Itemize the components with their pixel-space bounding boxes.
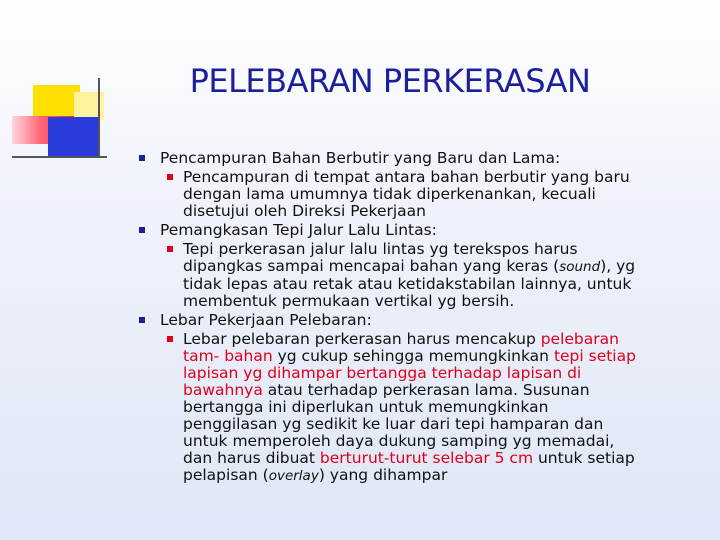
bullet-item-1 — [160, 150, 640, 167]
square-bullet-icon — [139, 317, 145, 323]
sub-bullet-item-2-text-b: ), yg tidak lepas atau retak atau ketidakstabilan lainnya, untuk membentuk permukaan vertikal yg bersih. — [183, 257, 636, 310]
square-bullet-icon — [139, 155, 145, 161]
square-bullet-icon — [139, 227, 145, 233]
bullet-item-2 — [160, 222, 640, 239]
slide-title: PELEBARAN PERKERASAN — [189, 62, 591, 100]
sub-bullet-item-1 — [183, 169, 640, 220]
sub-bullet-item-3-emphasis-2: tepi setiap lapisan yg dihampar bertangga terhadap lapisan di bawahnya — [183, 347, 636, 399]
sub-bullet-item-3-emphasis-1: pelebaran tam- bahan — [183, 330, 619, 365]
sub-bullet-item-2 — [183, 241, 640, 310]
decorative-horizontal-line — [12, 156, 107, 158]
sub-bullet-item-1-text: Pencampuran di tempat antara bahan berbutir yang baru dengan lama umumnya tidak diperkenankan, kecuali disetujui oleh Direksi Pekerjaan — [183, 168, 630, 220]
sub-bullet-item-3-text-4: untuk setiap pelapisan ( — [183, 449, 635, 484]
square-bullet-icon — [167, 336, 173, 342]
slide-body — [160, 150, 640, 485]
sub-bullet-item-2-italic: sound — [559, 259, 601, 275]
bullet-item-2-label: Pemangkasan Tepi Jalur Lalu Lintas: — [160, 221, 437, 239]
sub-bullet-item-3-text-1: Lebar pelebaran perkerasan harus mencakup — [183, 330, 541, 348]
sub-bullet-item-3-text-3: atau terhadap perkerasan lama. Susunan bertangga ini diperlukan untuk memungkinkan penggilasan yg sedikit ke luar dari tepi hamparan dan untuk memperoleh daya dukung samping yg memadai, dan harus dibuat — [183, 381, 615, 467]
sub-bullet-item-3 — [183, 331, 640, 485]
sub-bullet-item-3-text-2: yg cukup sehingga memungkinkan — [272, 347, 554, 365]
square-bullet-icon — [167, 246, 173, 252]
decorative-blue-square — [48, 117, 98, 157]
sub-bullet-item-3-emphasis-3: berturut-turut selebar 5 cm — [319, 449, 534, 467]
sub-bullet-item-2-text-a: Tepi perkerasan jalur lalu lintas yg terekspos harus dipangkas sampai mencapai bahan yang keras ( — [183, 240, 578, 275]
bullet-item-1-label: Pencampuran Bahan Berbutir yang Baru dan Lama: — [160, 149, 561, 167]
bullet-item-3-label: Lebar Pekerjaan Pelebaran: — [160, 311, 372, 329]
square-bullet-icon — [167, 174, 173, 180]
bullet-item-3 — [160, 312, 640, 329]
sub-bullet-item-3-text-5: ) yang dihampar — [318, 466, 448, 484]
sub-bullet-item-3-italic: overlay — [268, 468, 319, 484]
